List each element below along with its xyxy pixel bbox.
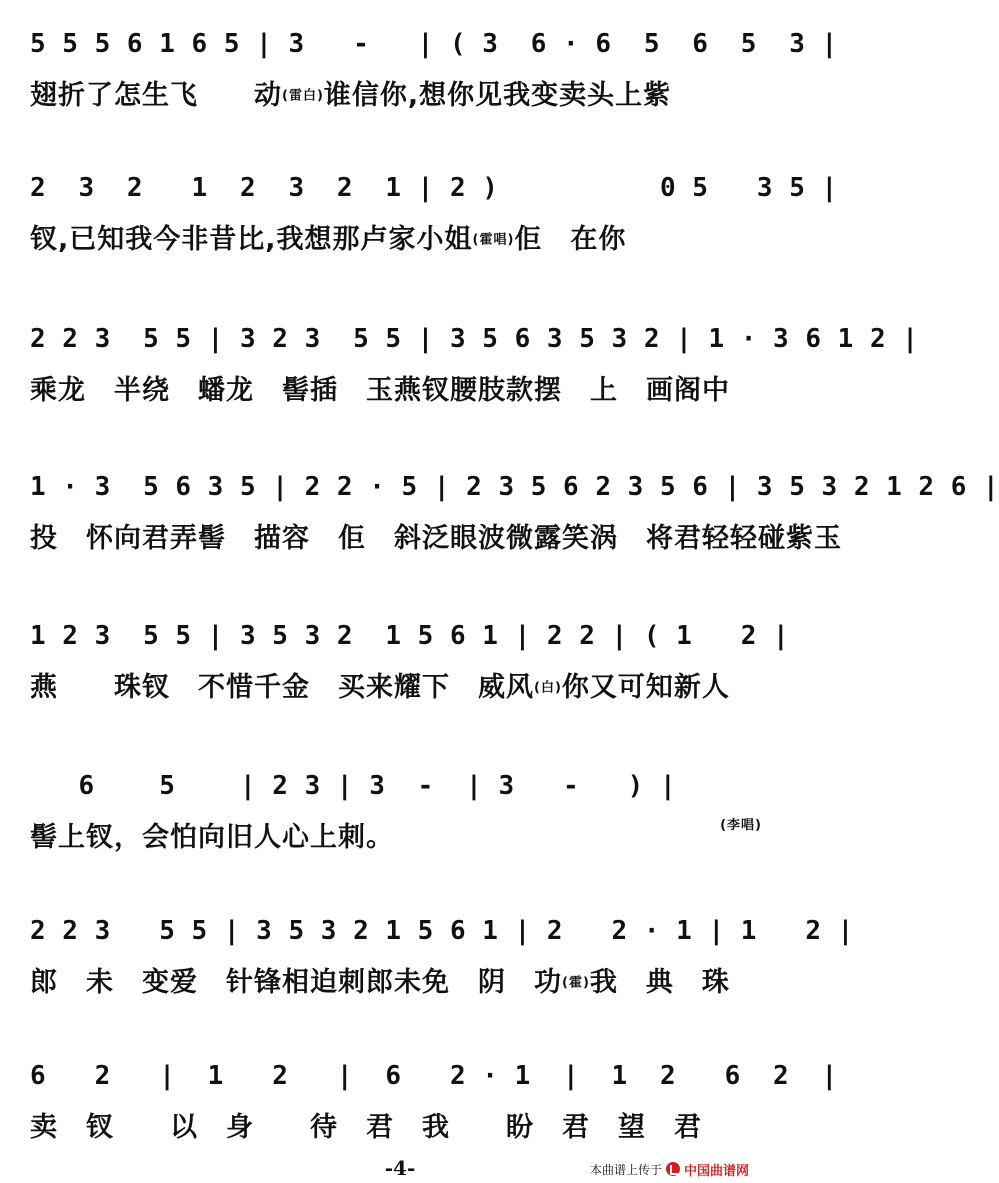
- performance-mark: (霍唱): [472, 232, 515, 248]
- lyrics-line: [30, 668, 782, 708]
- lyrics-line: [30, 220, 782, 260]
- score-system-2: [0, 162, 838, 272]
- lyrics-text-continued: 谁信你,想你见我变卖头上紫: [323, 80, 672, 111]
- score-system-3: [0, 313, 919, 423]
- jianpu-notes-line: 1 2 3 5 5 | 3 5 3 2 1 5 6 1 | 2 2 | ( 1 2 |: [30, 621, 790, 651]
- jianpu-notes-line: 2 3 2 1 2 3 2 1 | 2 ) 0 5 3 5 |: [30, 173, 838, 203]
- jianpu-notes-line: 1 · 3 5 6 3 5 | 2 2 · 5 | 2 3 5 6 2 3 5 6 | 3 5 3 2 1 2 6 |: [30, 472, 999, 502]
- lyrics-text: 郎 未 变爱 针锋相迫刺郎未免 阴 功: [30, 967, 562, 998]
- lyrics-text: 钗,已知我今非昔比,我想那卢家小姐: [30, 224, 473, 255]
- score-system-8: [0, 1050, 838, 1160]
- lyrics-line: [30, 818, 782, 858]
- jianpu-notes-line: 2 2 3 5 5 | 3 2 3 5 5 | 3 5 6 3 5 3 2 | 1 · 3 6 1 2 |: [30, 324, 919, 354]
- score-system-6: [0, 760, 800, 870]
- lyrics-text-continued: 我 典 珠: [589, 967, 730, 998]
- score-system-7: [0, 905, 854, 1015]
- lyrics-text: 乘龙 半绕 蟠龙 髻插 玉燕钗腰肢款摆 上 画阁中: [30, 375, 730, 406]
- lyrics-line: [30, 519, 842, 559]
- performance-mark: (霍): [562, 975, 590, 991]
- lyrics-text: 髻上钗，会怕向旧人心上刺。: [30, 822, 394, 853]
- upload-credit-text: 本曲谱上传于: [590, 1162, 663, 1177]
- lyrics-text: 投 怀向君弄髻 描容 佢 斜泛眼波微露笑涡 将君轻轻碰紫玉: [30, 523, 842, 554]
- score-system-1: [0, 18, 838, 128]
- jianpu-notes-line: 6 5 | 2 3 | 3 - | 3 - ) |: [30, 771, 677, 801]
- score-system-4: [0, 461, 999, 571]
- lyrics-line: [30, 371, 782, 411]
- zhongguo-qupu-logo-icon: [666, 1162, 680, 1176]
- lyrics-text: 燕 珠钗 不惜千金 买来耀下 威风: [30, 672, 534, 703]
- performance-mark: (白): [534, 680, 562, 696]
- jianpu-notes-line: 6 2 | 1 2 | 6 2 · 1 | 1 2 6 2 |: [30, 1061, 838, 1091]
- score-system-5: [0, 610, 800, 720]
- lyrics-text: 翅折了怎生飞 动: [30, 80, 282, 111]
- lyrics-line: [30, 76, 782, 116]
- jianpu-notes-line: 5 5 5 6 1 6 5 | 3 - | ( 3 6 · 6 5 6 5 3 |: [30, 29, 838, 59]
- upload-credit: [590, 1158, 800, 1180]
- lyrics-text-continued: 佢 在你: [514, 224, 627, 255]
- performance-mark: (雷白): [282, 88, 324, 104]
- site-name[interactable]: 中国曲谱网: [684, 1163, 750, 1179]
- performance-mark: (李唱): [720, 818, 762, 833]
- lyrics-line: [30, 1108, 782, 1148]
- lyrics-line: [30, 963, 782, 1003]
- page-number: -4-: [384, 1156, 416, 1180]
- lyrics-text-continued: 你又可知新人: [561, 672, 730, 703]
- jianpu-notes-line: 2 2 3 5 5 | 3 5 3 2 1 5 6 1 | 2 2 · 1 | 1 2 |: [30, 916, 854, 946]
- lyrics-text: 卖 钗 以 身 待 君 我 盼 君 望 君: [30, 1112, 702, 1143]
